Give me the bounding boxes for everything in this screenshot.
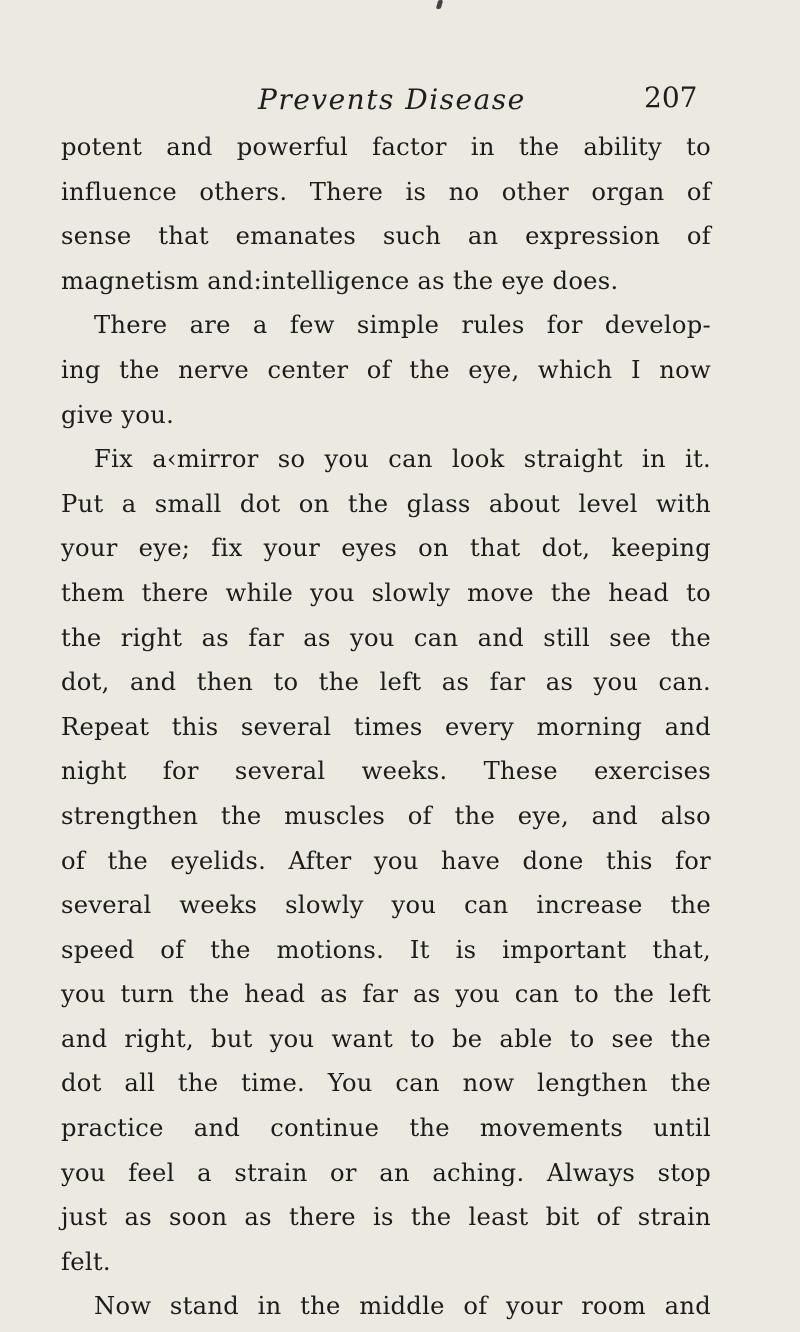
text-line: magnetism and:intelligence as the eye does. (61, 266, 619, 295)
text-line: and right, but you want to be able to see the (61, 1024, 711, 1053)
text-line: Fix a‹mirror so you can look straight in it. (94, 445, 711, 474)
text-line: speed of the motions. It is important that, (61, 935, 711, 964)
text-line: ing the nerve center of the eye, which I now (61, 355, 711, 384)
text-line: just as soon as there is the least bit of strain (61, 1203, 711, 1232)
stray-ink-mark (436, 0, 443, 9)
text-line: you turn the head as far as you can to the left (61, 980, 711, 1009)
text-line: several weeks slowly you can increase the (61, 891, 711, 920)
running-head (0, 80, 800, 120)
text-line: dot all the time. You can now lengthen the (61, 1069, 711, 1098)
text-line: Repeat this several times every morning and (61, 712, 711, 741)
text-line: felt. (61, 1247, 111, 1276)
text-line: dot, and then to the left as far as you can. (61, 668, 711, 697)
text-line: strengthen the muscles of the eye, and also (61, 801, 711, 830)
text-line: Now stand in the middle of your room and (94, 1292, 711, 1321)
text-line: There are a few simple rules for develop- (94, 311, 711, 340)
text-line: night for several weeks. These exercises (61, 757, 711, 786)
text-line: influence others. There is no other organ of (61, 177, 711, 206)
body-text (61, 125, 711, 1329)
text-line: of the eyelids. After you have done this for (61, 846, 711, 875)
running-title: Prevents Disease (258, 83, 526, 116)
text-line: practice and continue the movements until (61, 1114, 711, 1143)
text-line: sense that emanates such an expression of (61, 222, 711, 251)
page-number: 207 (644, 81, 698, 114)
text-line: Put a small dot on the glass about level with (61, 489, 711, 518)
text-line: them there while you slowly move the head to (61, 578, 711, 607)
text-line: give you. (61, 400, 175, 429)
text-line: your eye; fix your eyes on that dot, keeping (61, 534, 711, 563)
text-line: the right as far as you can and still see the (61, 623, 711, 652)
text-line: you feel a strain or an aching. Always stop (61, 1158, 711, 1187)
text-line: potent and powerful factor in the ability to (61, 133, 711, 161)
